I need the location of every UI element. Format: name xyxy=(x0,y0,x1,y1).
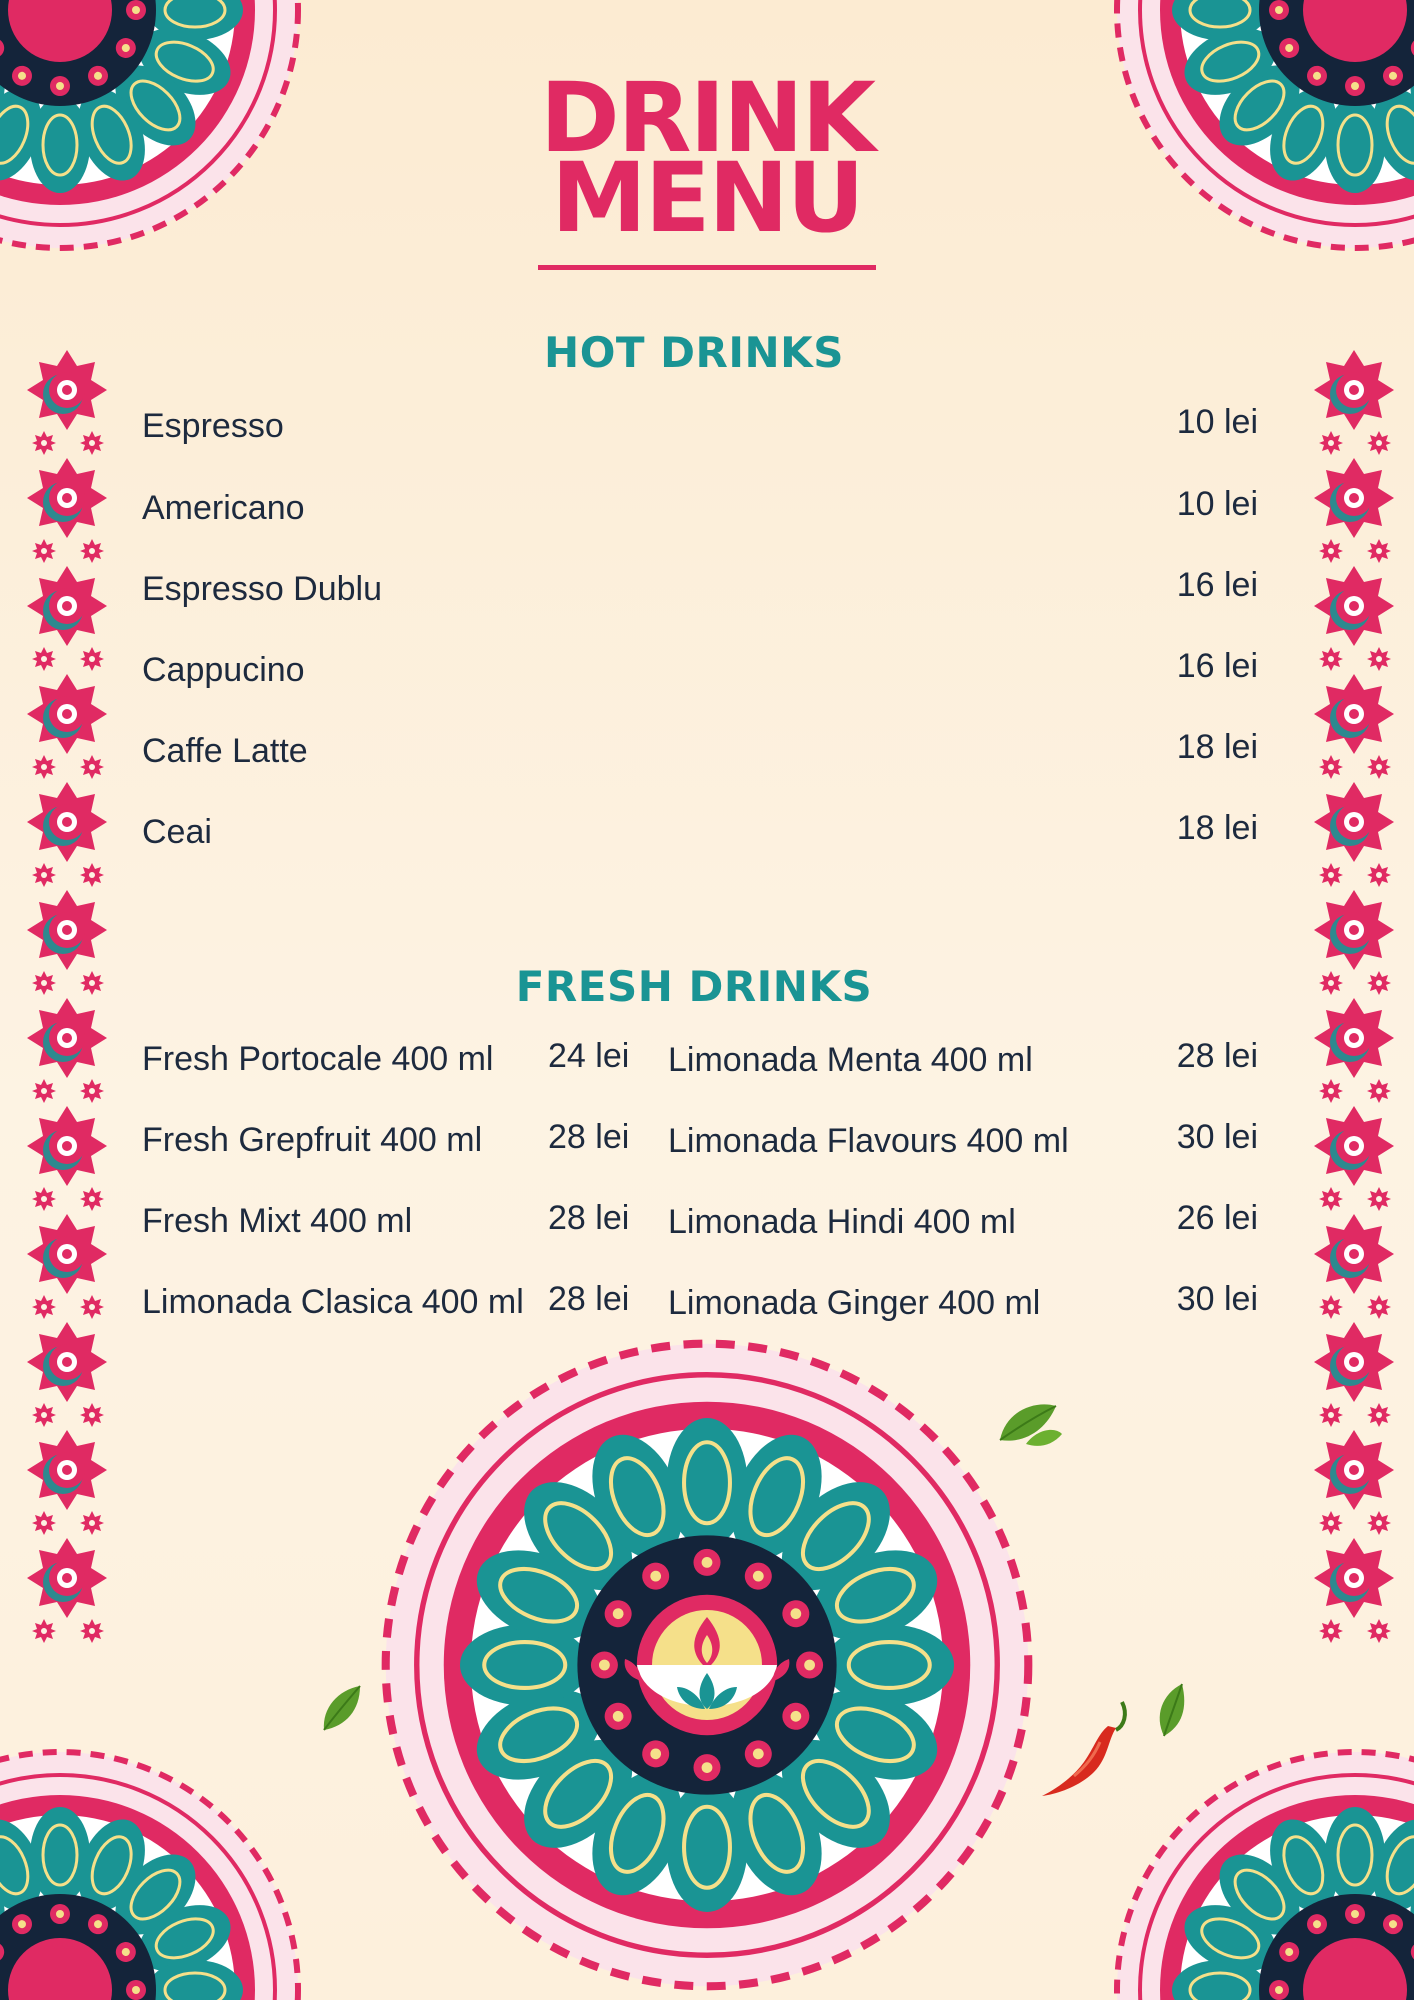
fresh-drink-name: Limonada Menta 400 ml xyxy=(668,1041,1033,1079)
fresh-drink-name: Fresh Portocale 400 ml xyxy=(142,1040,494,1078)
chili-pepper-icon xyxy=(1038,1700,1128,1800)
fresh-drink-price: 26 lei xyxy=(1176,1199,1258,1237)
menu-title-line2: MENU xyxy=(551,142,863,254)
hot-drink-name: Caffe Latte xyxy=(142,732,308,770)
fresh-drink-price: 24 lei xyxy=(548,1037,630,1075)
fresh-drink-name: Fresh Mixt 400 ml xyxy=(142,1202,413,1240)
fresh-drink-price: 30 lei xyxy=(1176,1280,1258,1318)
hot-drink-price: 18 lei xyxy=(1176,728,1258,766)
fresh-drink-name: Limonada Ginger 400 ml xyxy=(668,1284,1041,1322)
hot-drink-name: Americano xyxy=(142,489,305,527)
diya-lamp-icon xyxy=(625,1610,790,1720)
fresh-drink-name: Limonada Flavours 400 ml xyxy=(668,1122,1069,1160)
leaf-icon xyxy=(996,1400,1066,1450)
fresh-drink-name: Fresh Grepfruit 400 ml xyxy=(142,1121,483,1159)
fresh-drink-price: 28 lei xyxy=(548,1199,630,1237)
hot-drink-name: Espresso Dublu xyxy=(142,570,383,608)
fresh-drinks-heading: FRESH DRINKS xyxy=(515,962,873,1011)
title-underline xyxy=(538,265,876,270)
hot-drink-price: 16 lei xyxy=(1176,647,1258,685)
hot-drinks-heading: HOT DRINKS xyxy=(544,328,844,377)
fresh-drink-name: Limonada Hindi 400 ml xyxy=(668,1203,1016,1241)
fresh-drink-price: 28 lei xyxy=(548,1280,630,1318)
hot-drink-price: 16 lei xyxy=(1176,566,1258,604)
menu-title-line1: DRINK xyxy=(539,62,875,174)
leaf-icon xyxy=(1154,1682,1190,1738)
leaf-icon xyxy=(320,1684,364,1734)
hot-drink-price: 18 lei xyxy=(1176,809,1258,847)
fresh-drink-price: 30 lei xyxy=(1176,1118,1258,1156)
hot-drink-name: Cappucino xyxy=(142,651,305,689)
hot-drink-price: 10 lei xyxy=(1176,485,1258,523)
fresh-drink-price: 28 lei xyxy=(548,1118,630,1156)
fresh-drink-name: Limonada Clasica 400 ml xyxy=(142,1283,524,1321)
fresh-drink-price: 28 lei xyxy=(1176,1037,1258,1075)
hot-drink-name: Ceai xyxy=(142,813,212,851)
hot-drink-name: Espresso xyxy=(142,407,284,445)
hot-drink-price: 10 lei xyxy=(1176,403,1258,441)
